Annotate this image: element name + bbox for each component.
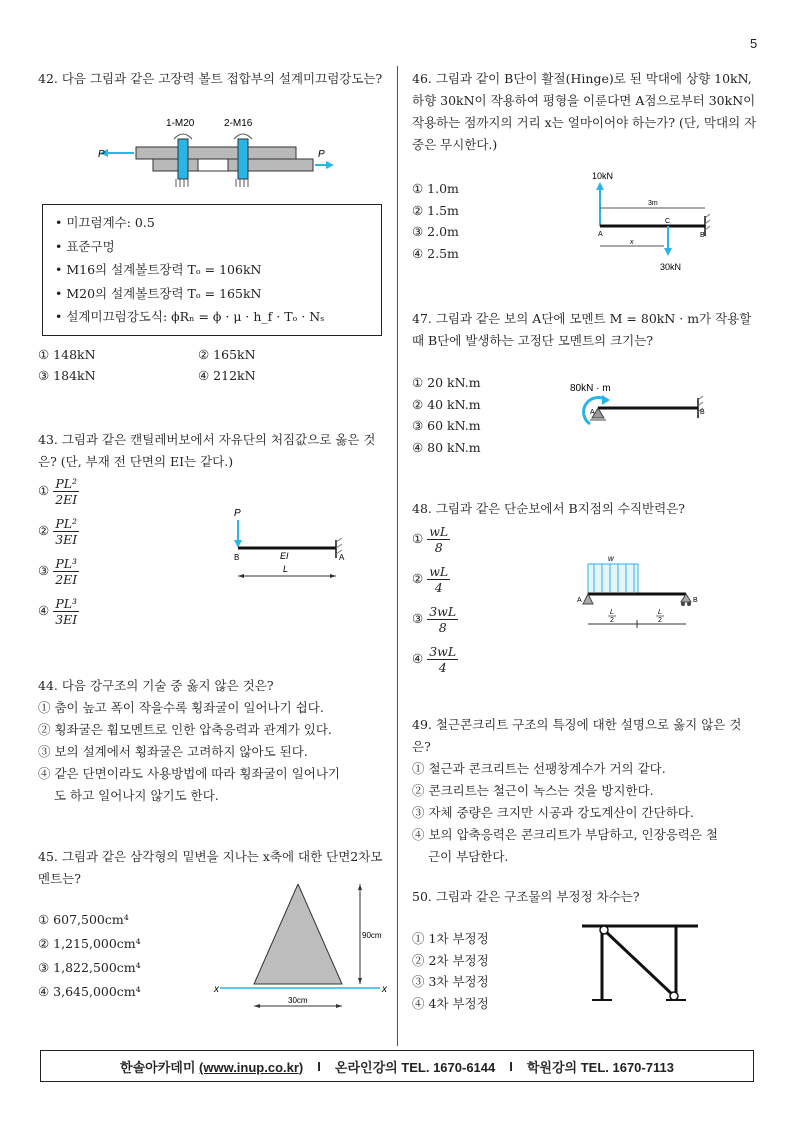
q48-b-label: B — [693, 597, 698, 604]
q43-option[interactable]: ① $\frac{\text{PL²}}{2EI}$ — [38, 476, 78, 507]
q42-option[interactable]: ② 165kN — [198, 347, 256, 362]
q42-box-line: • M16의 설계볼트장력 Tₒ = 106kN — [55, 262, 262, 277]
q49-option-cont: 근이 부담한다. — [428, 849, 509, 864]
q46-option[interactable]: ② 1.5m — [412, 202, 459, 218]
question-42 — [38, 68, 383, 90]
q45-height-label: 90cm — [362, 931, 382, 940]
q46-x-label: x — [630, 239, 634, 246]
q45-options — [38, 909, 141, 1005]
q46-option[interactable]: ① 1.0m — [412, 181, 459, 196]
footer-website-link[interactable]: (www.inup.co.kr) — [199, 1059, 304, 1075]
q42-p-left: P — [98, 149, 105, 160]
q50-options — [412, 928, 489, 1014]
q42-option[interactable]: ③ 184kN — [38, 368, 96, 383]
q43-option[interactable]: ④ $\frac{\text{PL³}}{3EI}$ — [38, 596, 78, 627]
q45-x-left: x — [214, 984, 219, 995]
q45-option[interactable]: ② 1,215,000cm⁴ — [38, 936, 141, 951]
q48-options — [412, 524, 458, 684]
q42-box-line: • 미끄럼계수: 0.5 — [55, 215, 155, 230]
q50-option[interactable]: ① 1차 부정정 — [412, 931, 489, 946]
q48-text: 48. 그림과 같은 단순보에서 B지점의 수직반력은? — [412, 501, 685, 516]
question-48 — [412, 498, 757, 520]
q42-box-line: • 표준구멍 — [55, 238, 115, 254]
q50-option[interactable]: ② 2차 부정정 — [412, 952, 489, 968]
q43-p-label: P — [234, 508, 241, 519]
q46-c-label: C — [665, 218, 671, 225]
question-47 — [412, 308, 757, 352]
q43-a-label: A — [339, 553, 345, 562]
q46-options — [412, 178, 459, 264]
q43-l-label: L — [283, 564, 289, 574]
q42-option[interactable]: ④ 212kN — [198, 368, 256, 383]
q42-box-line: • 설계미끄럼강도식: ϕRₙ = ϕ · μ · h_f · Tₒ · Nₛ — [55, 309, 325, 324]
q48-option[interactable]: ② $\frac{wL}{4}$ — [412, 564, 449, 595]
q48-option[interactable]: ③ $\frac{3wL}{8}$ — [412, 604, 457, 635]
column-divider — [397, 66, 398, 1046]
question-49 — [412, 714, 757, 868]
q44-option[interactable]: ① 춤이 높고 폭이 작을수록 횡좌굴이 일어나기 쉽다. — [38, 700, 324, 715]
q49-option[interactable]: ② 콘크리트는 철근이 녹스는 것을 방지한다. — [412, 783, 654, 798]
q47-option[interactable]: ② 40 kN.m — [412, 396, 481, 412]
question-43 — [38, 429, 383, 473]
q45-option[interactable]: ④ 3,645,000cm⁴ — [38, 984, 141, 999]
page-number: 5 — [750, 36, 758, 51]
q44-option[interactable]: ④ 같은 단면이라도 사용방법에 따라 횡좌굴이 일어나기 — [38, 766, 340, 781]
q42-p-right: P — [318, 149, 325, 160]
q47-moment-label: 80kN · m — [570, 383, 611, 394]
q46-option[interactable]: ④ 2.5m — [412, 245, 459, 261]
q48-beam-figure — [576, 552, 706, 632]
q43-cantilever-figure — [230, 504, 360, 584]
q47-text: 47. 그림과 같은 보의 A단에 모멘트 M = 80kN · m가 작용할 때 B단에 발생하는 고정단 모멘트의 크기는? — [412, 311, 752, 348]
q45-base-label: 30cm — [288, 996, 308, 1005]
q42-bolt-left-label: 1-M20 — [166, 118, 195, 129]
q48-half-den: 2 — [658, 617, 662, 624]
q45-triangle-figure — [210, 884, 390, 1014]
q46-b-label: B — [700, 232, 705, 239]
q46-option[interactable]: ③ 2.0m — [412, 224, 459, 239]
q47-option[interactable]: ④ 80 kN.m — [412, 439, 481, 455]
q42-option[interactable]: ① 148kN — [38, 347, 96, 362]
question-46 — [412, 68, 757, 156]
q49-option[interactable]: ④ 보의 압축응력은 콘크리트가 부담하고, 인장응력은 철 — [412, 827, 718, 842]
q46-a-label: A — [598, 231, 603, 238]
q42-text: 42. 다음 그림과 같은 고장력 볼트 접합부의 설계미끄럼강도는? — [38, 71, 383, 86]
q48-w-label: w — [608, 554, 614, 563]
q49-text: 49. 철근콘크리트 구조의 특징에 대한 설명으로 옳지 않은 것은? — [412, 717, 742, 754]
question-44 — [38, 675, 388, 807]
footer-online-phone: 온라인강의 TEL. 1670-6144 — [334, 1059, 496, 1075]
q44-option[interactable]: ② 횡좌굴은 휨모멘트로 인한 압축응력과 관계가 있다. — [38, 722, 332, 737]
q46-down-label: 30kN — [660, 262, 682, 272]
q42-condition-box — [42, 204, 382, 336]
q46-beam-figure — [590, 170, 720, 278]
q47-option[interactable]: ① 20 kN.m — [412, 375, 481, 390]
q46-len-label: 3m — [648, 200, 658, 207]
q50-frame-figure — [578, 920, 708, 1008]
q48-half-num: L — [610, 609, 614, 616]
q43-option[interactable]: ② $\frac{\text{PL²}}{3EI}$ — [38, 516, 78, 547]
q48-half-den: 2 — [610, 617, 614, 624]
q44-option[interactable]: ③ 보의 설계에서 횡좌굴은 고려하지 않아도 된다. — [38, 744, 308, 759]
q47-option[interactable]: ③ 60 kN.m — [412, 418, 481, 433]
q47-b-label: B — [700, 409, 705, 416]
footer-bar — [40, 1050, 754, 1082]
q43-ei-label: EI — [280, 551, 289, 561]
q42-bolt-figure — [98, 115, 338, 195]
q50-option[interactable]: ④ 4차 부정정 — [412, 995, 489, 1011]
q46-text: 46. 그림과 같이 B단이 활절(Hinge)로 된 막대에 상향 10kN, 하향 30kN이 작용하여 평형을 이룬다면 A점으로부터 30kN이 작용하는 점까지의 거리 x는 얼마이어야 하는가? (단, 막대의 자중은 무시한다.) — [412, 71, 757, 152]
q47-a-label: A — [590, 409, 595, 416]
q43-b-label: B — [234, 553, 240, 562]
q43-option[interactable]: ③ $\frac{\text{PL³}}{2EI}$ — [38, 556, 78, 587]
q43-options — [38, 476, 79, 636]
q44-option-cont: 도 하고 일어나지 않기도 한다. — [54, 788, 219, 803]
q43-text: 43. 그림과 같은 캔틸레버보에서 자유단의 처짐값으로 옳은 것은? (단, 부재 전 단면의 EI는 같다.) — [38, 432, 376, 469]
q50-option[interactable]: ③ 3차 부정정 — [412, 974, 489, 989]
q42-bolt-right-label: 2-M16 — [224, 118, 253, 129]
q49-option[interactable]: ③ 자체 중량은 크지만 시공과 강도계산이 간단하다. — [412, 805, 694, 820]
q48-half-num: L — [658, 609, 662, 616]
q44-text: 44. 다음 강구조의 기술 중 옳지 않은 것은? — [38, 678, 274, 693]
q45-option[interactable]: ① 607,500cm⁴ — [38, 912, 129, 927]
question-50 — [412, 886, 757, 908]
q45-x-right: x — [382, 984, 387, 995]
q47-options — [412, 372, 481, 458]
footer-separator: I — [509, 1058, 513, 1074]
q48-option[interactable]: ④ $\frac{3wL}{4}$ — [412, 644, 457, 675]
q48-a-label: A — [577, 597, 582, 604]
q49-option[interactable]: ① 철근과 콘크리트는 선팽창계수가 거의 같다. — [412, 761, 666, 776]
q45-text: 45. 그림과 같은 삼각형의 밑변을 지나는 x축에 대한 단면2차모멘트는? — [38, 849, 383, 886]
q45-option[interactable]: ③ 1,822,500cm⁴ — [38, 960, 141, 975]
footer-offline-phone: 학원강의 TEL. 1670-7113 — [526, 1059, 674, 1075]
q47-beam-figure — [566, 380, 716, 436]
q46-up-label: 10kN — [592, 171, 614, 181]
q48-option[interactable]: ① $\frac{wL}{8}$ — [412, 524, 449, 555]
q50-text: 50. 그림과 같은 구조물의 부정정 차수는? — [412, 889, 640, 904]
q42-box-line: • M20의 설계볼트장력 Tₒ = 165kN — [55, 285, 262, 301]
footer-academy-name: 한솔아카데미 (www.inup.co.kr) — [120, 1059, 304, 1075]
footer-separator: I — [317, 1058, 321, 1074]
